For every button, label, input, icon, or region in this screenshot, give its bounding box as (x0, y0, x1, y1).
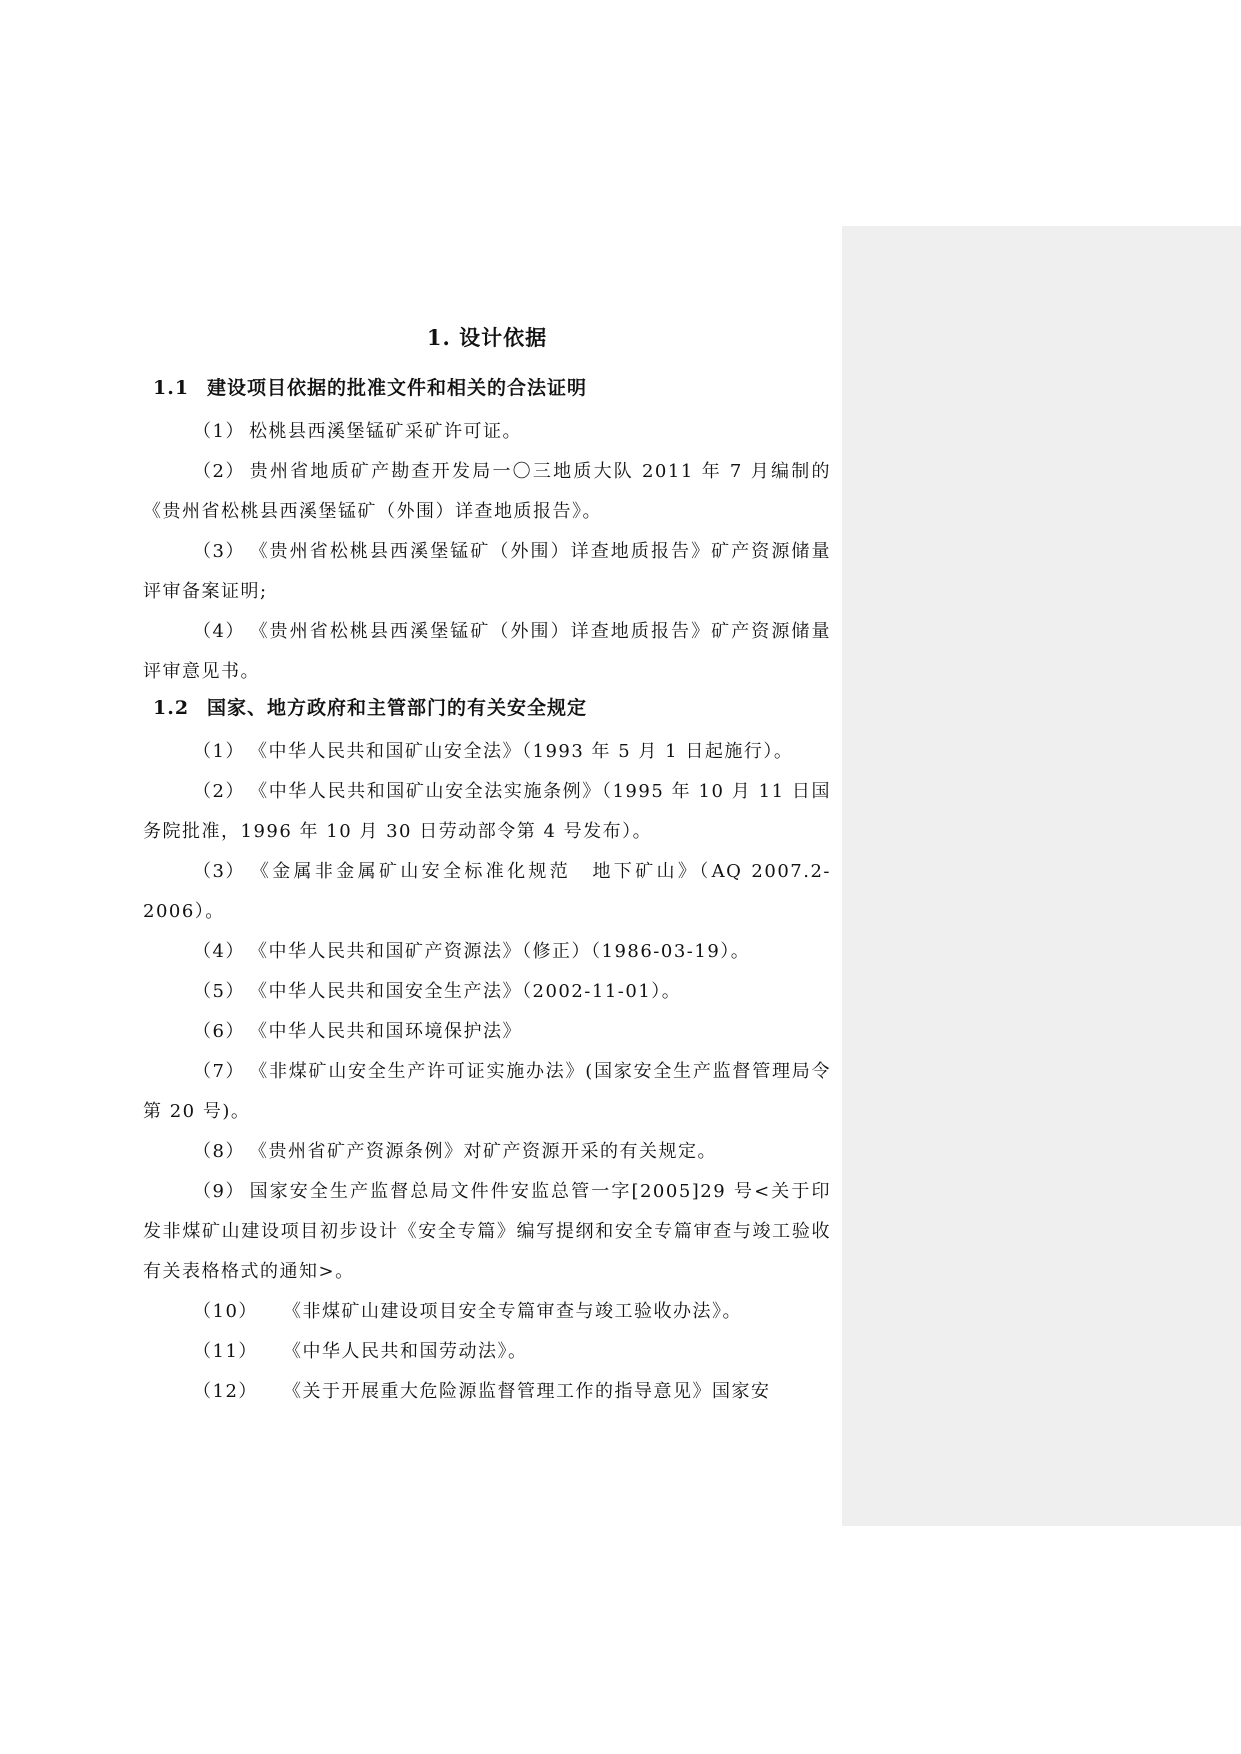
item-number: （4） (193, 941, 245, 962)
list-item (143, 1132, 831, 1172)
list-item (143, 1372, 831, 1412)
item-number: （12） (193, 1381, 258, 1402)
list-item (143, 532, 831, 612)
comment-margin-area (842, 226, 1241, 1526)
item-text: 《中华人民共和国劳动法》。 (283, 1341, 528, 1362)
item-number: （9） (193, 1181, 245, 1202)
section-title: 建设项目依据的批准文件和相关的合法证明 (207, 377, 588, 399)
section-heading-1-2 (143, 692, 831, 732)
section-number: 1.1 (153, 377, 190, 399)
list-item (143, 452, 831, 532)
list-item (143, 1332, 831, 1372)
item-number: （10） (193, 1301, 258, 1322)
list-item (143, 972, 831, 1012)
item-text: 《中华人民共和国矿产资源法》（修正）（1986-03-19）。 (249, 941, 751, 962)
item-text: 《贵州省松桃县西溪堡锰矿（外围）详查地质报告》矿产资源储量评审备案证明; (143, 541, 831, 602)
list-item (143, 852, 831, 932)
item-number: （6） (193, 1021, 245, 1042)
list-item (143, 772, 831, 852)
item-text: 《非煤矿山安全生产许可证实施办法》(国家安全生产监督管理局令第 20 号)。 (143, 1061, 831, 1122)
item-number: （1） (193, 741, 245, 762)
item-text: 《中华人民共和国安全生产法》（2002-11-01）。 (249, 981, 682, 1002)
document-body (143, 322, 831, 1412)
item-text: 《金属非金属矿山安全标准化规范 地下矿山》（AQ 2007.2-2006）。 (143, 861, 831, 922)
list-item (143, 732, 831, 772)
item-number: （4） (193, 621, 245, 642)
item-text: 《关于开展重大危险源监督管理工作的指导意见》国家安 (283, 1381, 771, 1402)
item-number: （2） (193, 781, 245, 802)
section-number: 1.2 (153, 697, 190, 719)
item-text: 《贵州省矿产资源条例》对矿产资源开采的有关规定。 (249, 1141, 717, 1162)
item-number: （7） (193, 1061, 245, 1082)
section-heading-1-1 (143, 372, 831, 412)
list-item (143, 1172, 831, 1292)
list-item (143, 1052, 831, 1132)
item-text: 《中华人民共和国矿山安全法》（1993 年 5 月 1 日起施行）。 (249, 741, 794, 762)
item-text: 《中华人民共和国矿山安全法实施条例》（1995 年 10 月 11 日国务院批准，1996 年 10 月 30 日劳动部令第 4 号发布）。 (143, 781, 831, 842)
section-title: 国家、地方政府和主管部门的有关安全规定 (207, 697, 588, 719)
list-item (143, 1012, 831, 1052)
item-text: 《中华人民共和国环境保护法》 (249, 1021, 522, 1042)
page-title: 1. 设计依据 (426, 325, 548, 350)
item-number: （8） (193, 1141, 245, 1162)
item-text: 《非煤矿山建设项目安全专篇审查与竣工验收办法》。 (283, 1301, 742, 1322)
item-number: （2） (193, 461, 245, 482)
list-item (143, 1292, 831, 1332)
item-text: 《贵州省松桃县西溪堡锰矿（外围）详查地质报告》矿产资源储量评审意见书。 (143, 621, 831, 682)
item-number: （3） (193, 861, 245, 882)
list-item (143, 932, 831, 972)
item-text: 松桃县西溪堡锰矿采矿许可证。 (249, 421, 522, 442)
list-item (143, 612, 831, 692)
list-item (143, 412, 831, 452)
item-text: 国家安全生产监督总局文件件安监总管一字[2005]29 号<关于印发非煤矿山建设项目初步设计《安全专篇》编写提纲和安全专篇审查与竣工验收有关表格格式的通知>。 (143, 1181, 831, 1282)
item-number: （11） (193, 1341, 258, 1362)
item-text: 贵州省地质矿产勘查开发局一〇三地质大队 2011 年 7 月编制的《贵州省松桃县西溪堡锰矿（外围）详查地质报告》。 (143, 461, 831, 522)
item-number: （1） (193, 421, 245, 442)
item-number: （5） (193, 981, 245, 1002)
item-number: （3） (193, 541, 245, 562)
